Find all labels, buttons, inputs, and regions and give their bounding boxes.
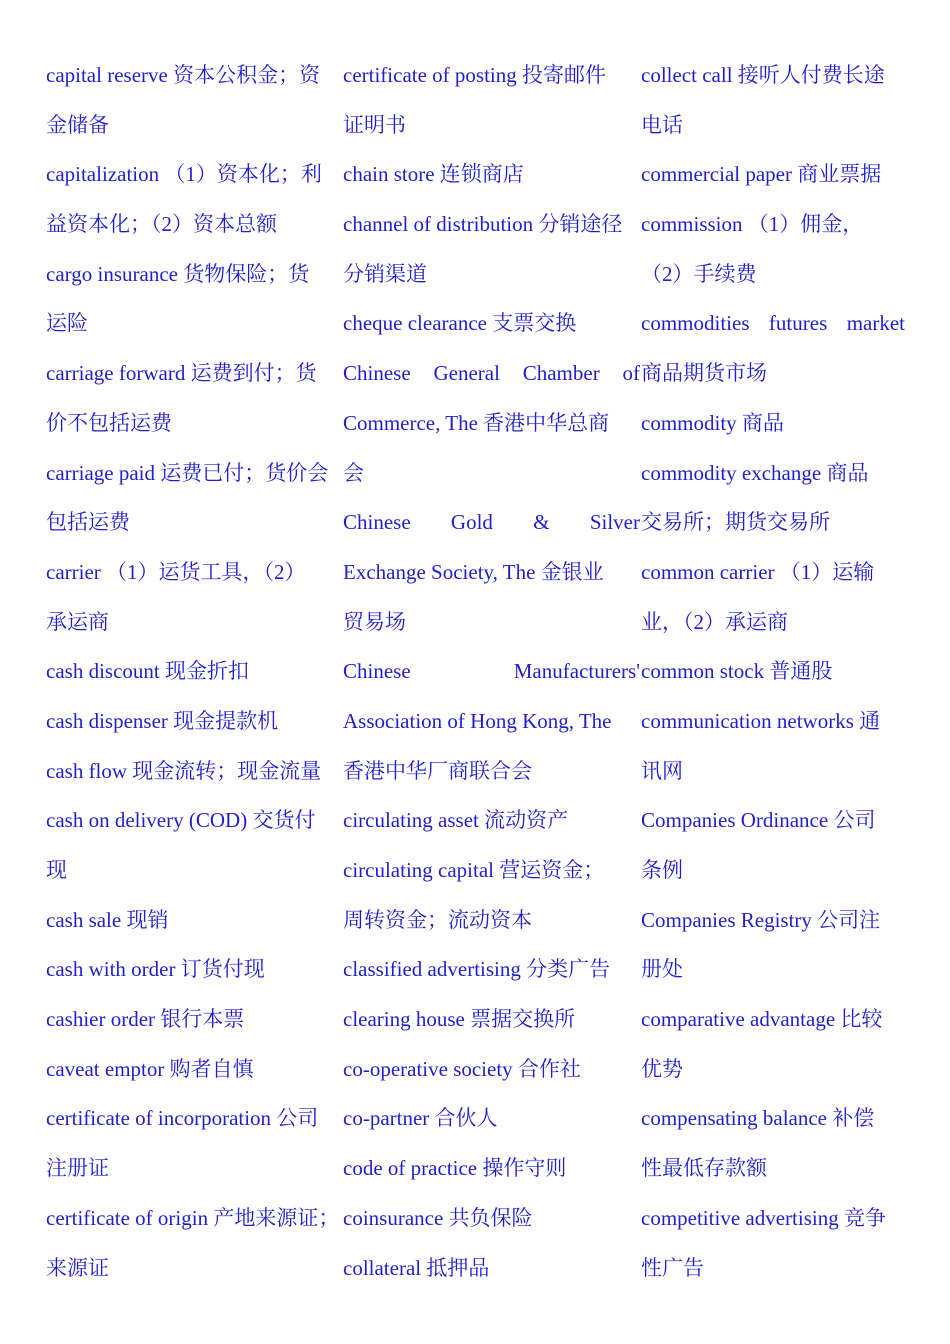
- glossary-line: competitive advertising 竞争: [641, 1205, 886, 1230]
- glossary-line: 条例: [641, 858, 683, 882]
- glossary-line: 会: [343, 460, 364, 485]
- glossary-line: co-partner 合伙人: [343, 1106, 498, 1131]
- glossary-line: cash sale 现销: [46, 907, 169, 932]
- glossary-line: 业，（2）承运商: [641, 609, 788, 634]
- glossary-line: 价不包括运费: [46, 410, 172, 435]
- glossary-line: circulating asset 流动资产: [343, 808, 569, 833]
- glossary-column-3: [641, 51, 938, 1293]
- glossary-line: communication networks 通: [641, 708, 881, 733]
- glossary-line: Chinese Gold & Silver: [343, 510, 640, 535]
- glossary-line: 承运商: [46, 609, 109, 634]
- glossary-line: carrier （1）运货工具，（2）: [46, 559, 306, 584]
- glossary-line: cashier order 银行本票: [46, 1007, 245, 1032]
- glossary-line: 册处: [641, 957, 683, 982]
- glossary-column-1: [46, 51, 343, 1293]
- glossary-line: 益资本化；（2）资本总额: [46, 212, 277, 237]
- glossary-line: 讯网: [641, 758, 683, 783]
- glossary-line: coinsurance 共负保险: [343, 1205, 533, 1230]
- glossary-line: 周转资金；流动资本: [343, 907, 532, 932]
- glossary-line: 包括运费: [46, 510, 130, 535]
- glossary-line: 商品期货市场: [641, 361, 767, 386]
- glossary-line: 分销渠道: [343, 261, 427, 286]
- glossary-line: cash with order 订货付现: [46, 957, 265, 982]
- glossary-line: collect call 接听人付费长途: [641, 63, 885, 87]
- glossary-line: Association of Hong Kong, The: [343, 708, 612, 733]
- glossary-line: commodities futures market: [641, 311, 905, 336]
- glossary-line: 优势: [641, 1056, 683, 1081]
- glossary-line: cash dispenser 现金提款机: [46, 708, 279, 733]
- glossary-line: 现: [46, 858, 67, 882]
- glossary-line: classified advertising 分类广告: [343, 957, 611, 982]
- glossary-line: cargo insurance 货物保险；货: [46, 261, 310, 286]
- glossary-line: 金储备: [46, 112, 109, 137]
- glossary-line: compensating balance 补偿: [641, 1106, 875, 1131]
- glossary-line: co-operative society 合作社: [343, 1056, 581, 1081]
- glossary-line: 运险: [46, 311, 88, 336]
- glossary-line: cash on delivery (COD) 交货付: [46, 808, 316, 833]
- glossary-line: collateral 抵押品: [343, 1255, 490, 1280]
- glossary-line: carriage forward 运费到付；货: [46, 361, 317, 386]
- glossary-line: Exchange Society, The 金银业: [343, 559, 604, 584]
- glossary-line: 注册证: [46, 1156, 109, 1181]
- glossary-line: Chinese General Chamber of: [343, 361, 640, 386]
- glossary-line: clearing house 票据交换所: [343, 1007, 576, 1032]
- glossary-line: 证明书: [343, 112, 406, 137]
- glossary-line: channel of distribution 分销途径: [343, 212, 623, 237]
- glossary-line: cash flow 现金流转；现金流量: [46, 758, 322, 783]
- glossary-line: 性最低存款额: [641, 1156, 767, 1181]
- glossary-line: 交易所；期货交易所: [641, 510, 830, 535]
- glossary-line: certificate of incorporation 公司: [46, 1106, 319, 1131]
- glossary-line: 香港中华厂商联合会: [343, 758, 532, 783]
- glossary-line: Chinese Manufacturers': [343, 659, 640, 684]
- glossary-line: cash discount 现金折扣: [46, 659, 249, 684]
- glossary-line: commercial paper 商业票据: [641, 162, 882, 187]
- glossary-line: 电话: [641, 112, 683, 137]
- glossary-line: commission （1）佣金，: [641, 212, 864, 237]
- glossary-line: circulating capital 营运资金；: [343, 858, 605, 882]
- glossary-line: cheque clearance 支票交换: [343, 311, 577, 336]
- glossary-line: common stock 普通股: [641, 659, 833, 684]
- glossary-line: comparative advantage 比较: [641, 1007, 883, 1032]
- glossary-column-2: [343, 51, 640, 1293]
- glossary-line: common carrier （1）运输: [641, 559, 875, 584]
- glossary-line: 贸易场: [343, 609, 406, 634]
- glossary-line: 来源证: [46, 1255, 109, 1280]
- glossary-line: Commerce, The 香港中华总商: [343, 410, 610, 435]
- glossary-line: Companies Registry 公司注: [641, 907, 881, 932]
- glossary-line: code of practice 操作守则: [343, 1156, 567, 1181]
- glossary-line: commodity exchange 商品: [641, 460, 869, 485]
- glossary-line: capitalization （1）资本化；利: [46, 162, 322, 187]
- glossary-line: certificate of origin 产地来源证；: [46, 1205, 340, 1230]
- glossary-line: carriage paid 运费已付；货价会: [46, 460, 329, 485]
- glossary-line: （2）手续费: [641, 261, 757, 286]
- glossary-line: capital reserve 资本公积金；资: [46, 63, 321, 87]
- glossary-line: certificate of posting 投寄邮件: [343, 63, 607, 87]
- glossary-line: Companies Ordinance 公司: [641, 808, 876, 833]
- glossary-line: 性广告: [641, 1255, 704, 1280]
- glossary-line: chain store 连锁商店: [343, 162, 524, 187]
- glossary-line: caveat emptor 购者自慎: [46, 1056, 254, 1081]
- glossary-line: commodity 商品: [641, 410, 784, 435]
